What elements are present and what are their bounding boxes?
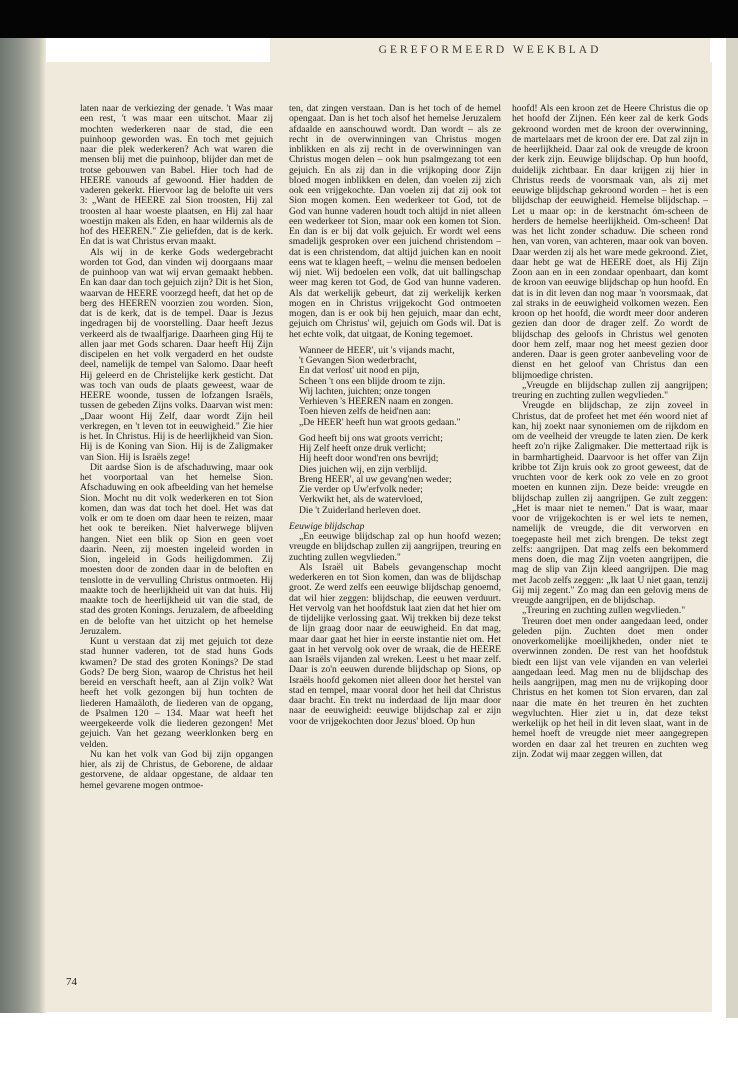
- quotation: „Vreugde en blijdschap zullen zij aangrijpen; treuring en zuchting zullen wegvlieden.": [512, 379, 708, 401]
- running-header: GEREFORMEERD WEEKBLAD: [270, 38, 710, 62]
- verse-line: Verhieven 's HEEREN naam en zongen.: [299, 396, 454, 407]
- verse-line: Die 't Zuiderland herleven doet.: [299, 504, 421, 516]
- section-subheading: Eeuwige blijdschap: [289, 520, 365, 532]
- paragraph: Als Israël uit Babels gevangenschap mocht wederkeren en tot Sion komen, dan was de blijdschap groot. Ze werd zelfs een eeuwige blijdschap genoemd, dat wil hier zeggen: blijdschap, die eeuwen verduurt. Het vervolg van het hoofdstuk laat zien dat het hier om de tijdelijke verlossing gaat. Wij trekken bij deze tekst de lijn graag door naar de eeuwigheid. En dat mag, maar daar gaat het hier in eerste instantie niet om. Het gaat in het vervolg ook over de wraak, die de HEERE aan Israëls vijanden zal wreken. Leest u het maar zelf. Daar is zo'n eeuwen durende blijdschap op Sions, op Israëls hoofd gekomen niet alleen door het herstel van stad en tempel, maar vooral door het heil dat Christus daar bracht. En trekt nu inderdaad de lijn maar door naar de eeuwigheid: eeuwige blijdschap zal er zijn voor de vrijgekochten door Jezus' bloed. Op hun: [289, 561, 501, 727]
- paragraph: Treuren doet men onder aangedaan leed, onder geleden pijn. Zuchten doet men onder onoverkomelijke moeilijkheden, onder niet te overwinnen zonden. De rest van het hoofdstuk biedt een lijst van vele vijanden en van velerlei aangedaan leed. Mag men nu de blijdschap des heils aangrijpen, mag men nu de vrijkoping door Christus en het komen tot Sion ervaren, dan zal naar die mate èn het treuren èn het zuchten wegvluchten. Hier ziet u in, dat deze tekst werkelijk op het heil in dit leven slaat, want in de hemel hoeft de vreugde niet meer aangegrepen worden en daar zal het treuren en zuchten weg zijn. Zodat wij maar zeggen willen, dat: [512, 615, 708, 760]
- paragraph: Vreugde en blijdschap, ze zijn zoveel in Christus, dat de profeet het met één woord niet af kan, hij zoekt naar synoniemen om de rijkdom en om de veelheid der vreugde te laten zien. De kerk heeft zo'n rijke Zaligmaker. Die mettertaad rijk is in barmhartigheid. Daarvoor is het offer van Zijn kribbe tot Zijn kruis ook zo groot geweest, dat de vruchten voor de kerk ook zo vele en zo groot moeten en kunnen zijn. Deze beide: vreugde en blijdschap zullen zij aangrijpen. Ge zult zeggen: „Het is maar niet te nemen." Dat is waar, maar voor de vrijgekochten is er wel iets te nemen, namelijk de vreugde, die dit verworven en toegepaste heil met zich brengen. De tekst zegt zelfs: aangrijpen. Dat mag zelfs een bekommerd mens doen, die mag Zijn voeten aangrijpen, die mag de slip van Zijn kleed aangrijpen. Die mag met Jacob zelfs zeggen: „Ik laat U niet gaan, tenzij Gij mij zegent." Zo mag dan een gelovig mens de vreugde aangrijpen, en de blijdschap.: [512, 400, 708, 606]
- binding-shadow: [0, 38, 46, 1013]
- quotation: „Treuring en zuchting zullen wegvlieden.": [522, 605, 686, 617]
- verse-line: Dies juichen wij, en zijn verblijd.: [299, 463, 428, 475]
- verse-line: 't Gevangen Sion wederbracht,: [299, 355, 417, 366]
- paragraph: „En eeuwige blijdschap zal op hun hoofd wezen; vreugde en blijdschap zullen zij aangrijpen, treuring en zuchting zullen wegvlieden.": [289, 531, 501, 563]
- text-column-right: [512, 104, 708, 984]
- page-edge: [726, 38, 738, 1018]
- verse-line: God heeft bij ons wat groots verricht;: [299, 432, 443, 444]
- scanner-black-border: [0, 0, 738, 38]
- page-number: 74: [66, 976, 77, 988]
- paragraph: Nu kan het volk van God bij zijn opgangen hier, als zij de Christus, de Geborene, de aldaar gestorvene, de aldaar opgestane, de aldaar ten hemel gevarene mogen ontmoe-: [80, 748, 273, 791]
- verse-line: Wij lachten, juichten; onze tongen: [299, 385, 431, 397]
- verse-line: „De HEER' heeft hun wat groots gedaan.": [299, 416, 461, 428]
- paragraph: Dit aardse Sion is de afschaduwing, maar ook het voorportaal van het hemelse Sion. Afschaduwing en ook afbeelding van het hemelse Sion. Mocht nu dit volk wederkeren en tot Sion komen, dan was dat toch het doel. Het was dat volk er om te doen om daar heen te reizen, maar het ook te bereiken. Niet halverwege blijven hangen. Niet een blik op Sion en geen voet daarin. Neen, zij moesten ingeleid worden in Sion, ingeleid in Gods heiligdommen. Zij moesten door de zonden daar in de beloften en tenslotte in de vervulling Christus ontmoeten. Hij maakte toch de heerlijkheid uit van dat huis. Hij maakte toch de heerlijkheid uit van die stad, de stad des groten Konings. Jeruzalem, de afbeelding en de belofte van het uitzicht op het hemelse Jeruzalem.: [80, 461, 273, 637]
- verse-line: Breng HEER', al uw gevang'nen weder;: [299, 473, 452, 485]
- verse-line: Hij heeft door wond'ren ons bevrijd;: [299, 453, 439, 465]
- paragraph: Kunt u verstaan dat zij met gejuich tot deze stad hunner vaderen, tot de stad huns Gods kwamen? De stad des groten Konings? De stad Gods? De berg Sion, waarop de Christus het heil bereid en verschaft heeft, aan al Zijn volk? Wat heeft het volk gezongen bij hun tochten de liederen Hamaäloth, de liederen van de opgang, de Psalmen 120 – 134. Maar wat heeft het weergekeerde volk die liederen gezongen! Met gejuich. Van het gezang weerklonken berg en velden.: [80, 636, 273, 750]
- verse-line: En dat verlost' uit nood en pijn,: [299, 365, 420, 377]
- psalm-verse-1: [299, 346, 501, 428]
- verse-line: Scheen 't ons een blijde droom te zijn.: [299, 375, 446, 387]
- verse-line: Hij Zelf heeft onze druk verlicht;: [299, 443, 427, 454]
- verse-line: Verkwikt het, als de watervloed,: [299, 494, 423, 506]
- text-column-left: [80, 104, 273, 984]
- paragraph: Als wij in de kerke Gods wedergebracht worden tot God, dan vinden wij doorgaans maar de puinhoop van wat wij ervan gemaakt hebben. En kan daar dan toch gejuich zijn? Dit is het Sion, waarvan de HEERE voorzegd heeft, dat het op de berg des HEEREN voorzien zou worden. Sion, dat is de kerk, dat is de tempel. Daar is Jezus ingedragen bij de voorstelling. Daar heeft Jezus verkeerd als de twaalfjarige. Daarheen ging Hij te allen jaar met Gods scharen. Daar heeft Hij Zijn discipelen en het volk vergaderd en het oudste deel, namelijk de tempel van Salomo. Daar heeft Hij geleerd en de Christelijke kerk gesticht. Dat was toch van ouds de plaats geweest, waar de HEERE woonde, tussen de lofzangen Israëls, tussen de gebeden Zijns volks. Daarvan wist men: „Daar woont Hij Zelf, daar wordt Zijn heil verkregen, en 't leven tot in eeuwigheid." Zie hier is het. In Christus. Hij is de heerlijkheid van Sion. Hij is de Koning van Sion. Hij is de Zaligmaker van Sion. Hij is Israëls zege!: [80, 246, 273, 463]
- paragraph: laten naar de verkiezing der genade. 't Was maar een rest, 't was maar een uitschot. Maar zij mochten wederkeren naar de stad, die een puinhoop geworden was. En toch met gejuich naar die plek wederkeren? Ach wat waren die mensen blij met die puinhoop, blijder dan met de trotse gebouwen van Babel. Hier toch had de HEERE vanouds af gewoond. Hier hadden de vaderen gekerkt. Hiervoor lag de belofte uit vers 3: „Want de HEERE zal Sion troosten, Hij zal troosten al haar woeste plaatsen, en Hij zal haar woestijn maken als Eden, en haar wildernis als de hof des HEEREN." Zie geliefden, dat is de kerk. En dat is wat Christus ervan maakt.: [80, 104, 273, 248]
- verse-line: Toen hieven zelfs de heid'nen aan:: [299, 406, 431, 418]
- psalm-verse-2: [299, 434, 501, 516]
- text-column-middle: [289, 104, 501, 984]
- verse-line: Zie verder op Uw'erfvolk neder;: [299, 484, 423, 495]
- verse-line: Wanneer de HEER', uit 's vijands macht,: [299, 344, 455, 356]
- paragraph: hoofd! Als een kroon zet de Heere Christus die op het hoofd der Zijnen. Eén keer zal de kerk Gods gekroond worden met de kroon der overwinning, de martelaars met de kroon der ere. Dat zal zijn in de heerlijkheid. Daar zal ook de vreugde de kroon der kerk zijn. Eeuwige blijdschap. Op hun hoofd, duidelijk zichtbaar. En daar krijgen zij hier in Christus reeds de voorsmaak van, als zij met eeuwige blijdschap gekroond worden – het is een blijdschap der eeuwigheid. Hemelse blijdschap. – Let u maar op: in de kerstnacht óm-scheen de herders de hemelse heerlijkheid. Om-scheen! Dat was het licht zonder schaduw. Die scheen rond hen, van voren, van achteren, maar ook van boven. Daar werden zij als het ware mede gekroond. Ziet, daar hebt ge wat de HEERE doet, als Hij Zijn Zoon aan en in een zondaar openbaart, dan komt de kroon van eeuwige blijdschap op hun hoofd. En dat is in dit leven dan nog maar 'n voorsmaak, dat zal straks in de eeuwigheid volkomen wezen. Een kroon op het hoofd, die wordt meer door anderen gezien dan door de drager zelf. Zo wordt de blijdschap des geloofs in Christus wel genoten door hem zelf, maar nog het meest gezien door anderen. Daar is geen groter aanbeveling voor de dienst en het geloof van Christus dan een blijmoedige christen.: [512, 104, 708, 381]
- paragraph: ten, dat zingen verstaan. Dan is het toch of de hemel opengaat. Dan is het toch alsof het hemelse Jeruzalem afdaalde en aanschouwd wordt. Dan wordt – als ze recht in de overwinningen van Christus mogen inblikken en als zij recht in de overwinningen van Christus mogen delen – ook hun psalmgezang tot een gejuich. En als zij dan in die vrijkoping door Zijn bloed mogen inblikken en delen, dan voelen zij zich ook een vrijgekochte. Dan voelen zij dat zij ook tot Sion mogen komen. Een wederkeer tot God, tot de God van hunne vaderen houdt toch altijd in niet alleen een wederkeer tot Sion, maar ook een komen tot Sion. En dan is er bij dat volk gejuich. Er wordt wel eens smadelijk gesproken over een juichend christendom – dat is een christendom, dat altijd juichen kan en nooit eens wat te klagen heeft, – welnu die mensen bedoelen wij niet. Wij bedoelen een volk, dat uit ballingschap weer mag keren tot God, de God van hunne vaderen. Als dat werkelijk gebeurt, dat zij werkelijk kerken mogen en in Christus vrijgekocht God ontmoeten mogen, dan is er ook bij hen gejuich, maar dan echt, gejuich om Christus' wil, gejuich om Gods wil. Dat is het echte volk, dat uitgaat, de Koning tegemoet.: [289, 104, 501, 340]
